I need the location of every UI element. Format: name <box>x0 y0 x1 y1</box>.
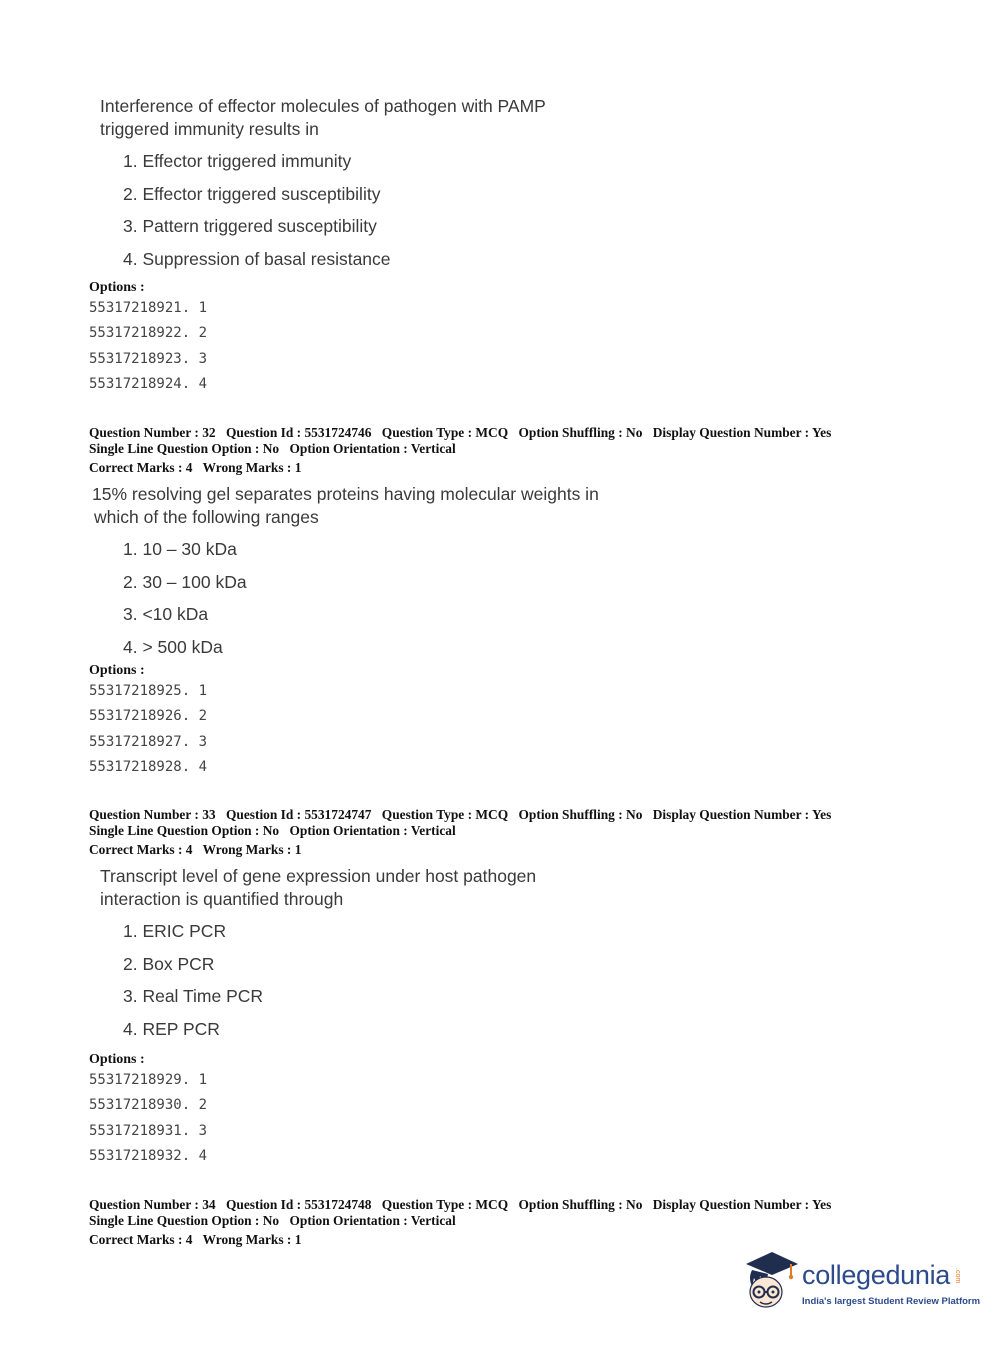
option-id: 55317218926. 2 <box>89 708 208 725</box>
answer-choice: 2. Effector triggered susceptibility <box>123 183 381 204</box>
option-id: 55317218922. 2 <box>89 325 208 342</box>
question-number: Question Number : 33 <box>89 807 216 822</box>
question-meta-line <box>89 823 831 839</box>
option-orientation: Option Orientation : Vertical <box>289 1212 456 1228</box>
answer-choice: 1. 10 – 30 kDa <box>123 539 237 559</box>
wrong-marks: Wrong Marks : 1 <box>202 1232 302 1247</box>
answer-choice: 1. Effector triggered immunity <box>123 151 352 171</box>
answer-choice: 2. 30 – 100 kDa <box>123 571 247 592</box>
options-label: Options : <box>89 1052 145 1067</box>
option-id: 55317218923. 3 <box>89 350 208 367</box>
option-id: 55317218929. 1 <box>89 1072 208 1088</box>
question-stem-line: Transcript level of gene expression under host pathogen <box>100 866 537 886</box>
question-meta-line <box>89 425 831 441</box>
question-meta <box>89 1197 831 1248</box>
option-shuffling: Option Shuffling : No <box>518 807 643 822</box>
option-id-list <box>89 681 207 782</box>
answer-choice-list <box>123 920 263 1050</box>
logo-wordmark: collegedunia <box>802 1260 951 1290</box>
single-line-question-option: Single Line Question Option : No <box>89 1212 280 1228</box>
option-id: 55317218921. 1 <box>89 300 208 316</box>
option-id: 55317218931. 3 <box>89 1122 208 1139</box>
display-question-number: Display Question Number : Yes <box>652 425 832 440</box>
question-type: Question Type : MCQ <box>381 807 509 822</box>
answer-choice: 2. Box PCR <box>123 953 215 974</box>
correct-marks: Correct Marks : 4 <box>89 1232 193 1247</box>
answer-choice-list <box>123 150 391 280</box>
option-id-list <box>89 298 207 399</box>
option-id: 55317218924. 4 <box>89 375 208 392</box>
question-marks-line <box>89 842 831 858</box>
question-number: Question Number : 32 <box>89 425 216 440</box>
correct-marks: Correct Marks : 4 <box>89 842 193 857</box>
wrong-marks: Wrong Marks : 1 <box>202 460 302 475</box>
student-mascot-icon <box>740 1248 802 1316</box>
answer-choice: 4. REP PCR <box>123 1018 220 1039</box>
option-id: 55317218925. 1 <box>89 683 208 699</box>
option-shuffling: Option Shuffling : No <box>518 425 643 440</box>
question-type: Question Type : MCQ <box>381 1197 509 1212</box>
answer-choice: 3. Pattern triggered susceptibility <box>123 216 377 236</box>
question-stem-line: triggered immunity results in <box>100 119 319 139</box>
question-stem-line: 15% resolving gel separates proteins having molecular weights in <box>92 484 599 504</box>
option-orientation: Option Orientation : Vertical <box>289 440 456 456</box>
option-id: 55317218928. 4 <box>89 758 208 775</box>
answer-choice: 4. Suppression of basal resistance <box>123 248 391 269</box>
question-meta-line <box>89 441 831 457</box>
options-label: Options : <box>89 280 145 295</box>
display-question-number: Display Question Number : Yes <box>652 1197 832 1212</box>
question-stem <box>100 95 610 141</box>
question-stem-line: which of the following ranges <box>94 507 319 527</box>
logo-suffix: .com <box>954 1268 961 1284</box>
question-meta <box>89 807 831 858</box>
question-stem-line: interaction is quantified through <box>100 889 344 909</box>
question-stem-line: Interference of effector molecules of pathogen with PAMP <box>100 96 546 116</box>
question-number: Question Number : 34 <box>89 1197 216 1212</box>
question-meta-line <box>89 1197 831 1213</box>
question-id: Question Id : 5531724748 <box>225 1197 372 1212</box>
option-id: 55317218927. 3 <box>89 733 208 750</box>
collegedunia-logo[interactable] <box>740 1248 981 1316</box>
option-shuffling: Option Shuffling : No <box>518 1197 643 1212</box>
answer-choice: 3. Real Time PCR <box>123 986 264 1006</box>
option-id-list <box>89 1070 207 1171</box>
question-stem <box>92 483 622 529</box>
answer-choice: 1. ERIC PCR <box>123 921 227 941</box>
single-line-question-option: Single Line Question Option : No <box>89 822 280 838</box>
logo-tagline: India's largest Student Review Platform <box>802 1296 981 1307</box>
question-id: Question Id : 5531724747 <box>225 807 372 822</box>
question-stem <box>100 865 610 911</box>
answer-choice: 3. <10 kDa <box>123 604 209 624</box>
single-line-question-option: Single Line Question Option : No <box>89 440 280 456</box>
option-orientation: Option Orientation : Vertical <box>289 822 456 838</box>
correct-marks: Correct Marks : 4 <box>89 460 193 475</box>
question-marks-line <box>89 1232 831 1248</box>
question-marks-line <box>89 460 831 476</box>
question-id: Question Id : 5531724746 <box>225 425 372 440</box>
question-meta-line <box>89 1213 831 1229</box>
option-id: 55317218930. 2 <box>89 1097 208 1114</box>
options-label: Options : <box>89 663 145 678</box>
question-meta <box>89 425 831 476</box>
display-question-number: Display Question Number : Yes <box>652 807 832 822</box>
question-type: Question Type : MCQ <box>381 425 509 440</box>
question-meta-line <box>89 807 831 823</box>
option-id: 55317218932. 4 <box>89 1147 208 1164</box>
answer-choice-list <box>123 538 247 668</box>
answer-choice: 4. > 500 kDa <box>123 636 223 657</box>
wrong-marks: Wrong Marks : 1 <box>202 842 302 857</box>
